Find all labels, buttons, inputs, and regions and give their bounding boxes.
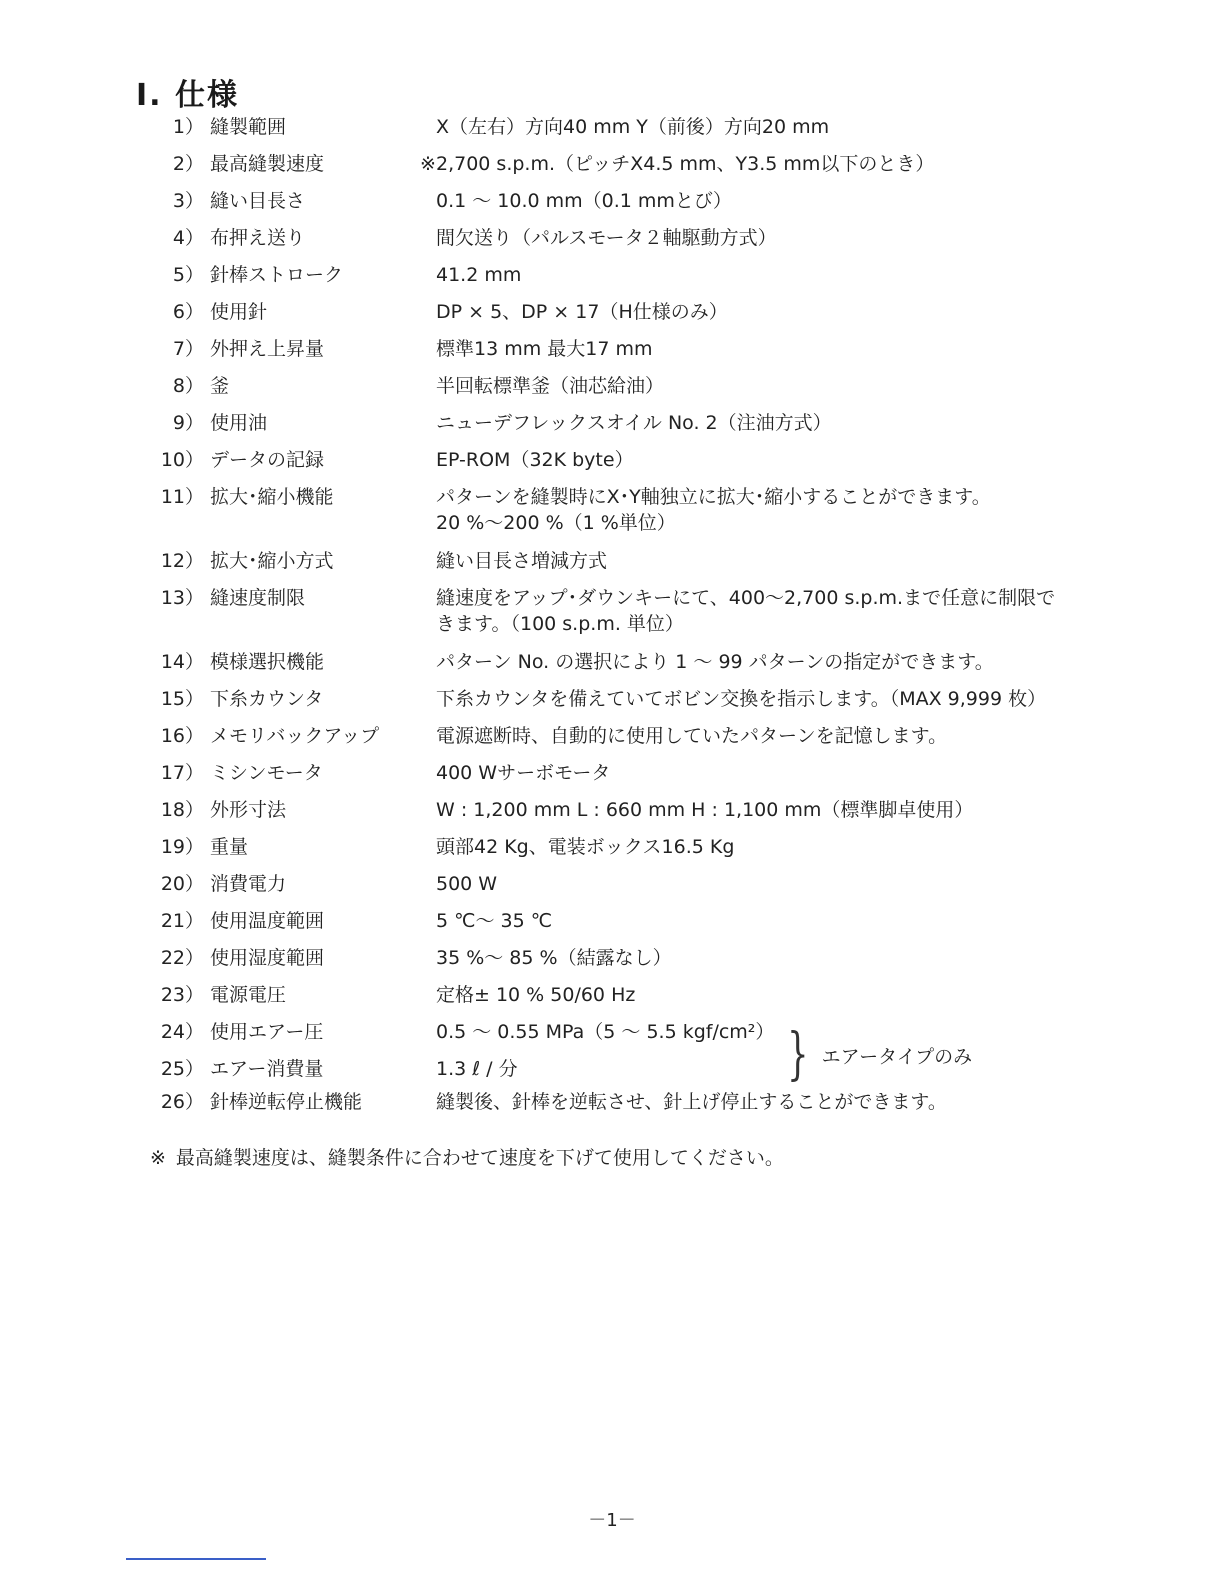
spec-value: X（左右）方向40 mm Y（前後）方向20 mm [436, 116, 830, 138]
spec-row [150, 760, 1110, 797]
spec-row [150, 945, 1110, 982]
spec-label: 布押え送り [210, 227, 306, 249]
spec-value: 0.5 ～ 0.55 MPa（5 ～ 5.5 kgf/cm²） [436, 1021, 775, 1043]
spec-number: 23） [160, 984, 204, 1006]
spec-value: 0.1 ～ 10.0 mm（0.1 mmとび） [436, 190, 732, 212]
spec-number: 1） [172, 116, 204, 138]
spec-label: 針棒逆転停止機能 [210, 1091, 363, 1113]
spec-value: DP × 5、DP × 17（H仕様のみ） [436, 301, 728, 323]
page-number: －1－ [588, 1510, 636, 1531]
scan-edge-line [126, 1558, 266, 1560]
spec-value: 500 W [436, 873, 498, 895]
spec-label: 縫速度制限 [210, 587, 306, 609]
spec-row [150, 686, 1110, 723]
spec-value: 1.3 ℓ / 分 [436, 1058, 518, 1080]
spec-value: 35 %～ 85 %（結露なし） [436, 947, 672, 969]
spec-row [150, 649, 1110, 686]
spec-row [150, 548, 1110, 585]
spec-value: 半回転標準釜（油芯給油） [436, 375, 665, 397]
spec-label: 重量 [210, 836, 249, 858]
spec-number: 26） [160, 1091, 204, 1113]
spec-number: 4） [172, 227, 204, 249]
spec-row [150, 410, 1110, 447]
spec-value: W : 1,200 mm L : 660 mm H : 1,100 mm（標準脚卓使用） [436, 799, 974, 821]
spec-row [150, 484, 1110, 548]
spec-number: 24） [160, 1021, 204, 1043]
spec-label: 使用エアー圧 [210, 1021, 324, 1043]
spec-number: 6） [172, 301, 204, 323]
spec-label: 消費電力 [210, 873, 287, 895]
spec-value: 標準13 mm 最大17 mm [436, 338, 653, 360]
spec-number: 8） [172, 375, 204, 397]
spec-value: 400 Wサーボモータ [436, 762, 611, 784]
spec-label: 電源電圧 [210, 984, 287, 1006]
spec-value: パターンを縫製時にX･Y軸独立に拡大･縮小することができます。 20 %～200 %（1 %単位） [436, 486, 991, 534]
spec-number: 18） [160, 799, 204, 821]
spec-label: ミシンモータ [210, 762, 323, 784]
spec-number: 17） [160, 762, 204, 784]
spec-label: 縫い目長さ [210, 190, 306, 212]
spec-value: 41.2 mm [436, 264, 522, 286]
spec-number: 12） [160, 550, 204, 572]
section-title: Ⅰ. 仕様 [136, 78, 240, 113]
spec-row [150, 447, 1110, 484]
spec-label: メモリバックアップ [210, 725, 380, 747]
spec-number: 7） [172, 338, 204, 360]
spec-number: 15） [160, 688, 204, 710]
spec-number: 2） [172, 153, 204, 175]
spec-row [150, 797, 1110, 834]
spec-number: 16） [160, 725, 204, 747]
spec-label: 縫製範囲 [210, 116, 287, 138]
spec-number: 5） [172, 264, 204, 286]
spec-row [150, 834, 1110, 871]
spec-row [150, 1089, 1110, 1126]
spec-row [150, 723, 1110, 760]
spec-value: EP-ROM（32K byte） [436, 449, 634, 471]
spec-number: 3） [172, 190, 204, 212]
footnote [150, 1143, 784, 1170]
air-type-note: エアータイプのみ [821, 1045, 973, 1068]
spec-mark: ※ [420, 153, 436, 175]
spec-row [150, 188, 1110, 225]
spec-number: 22） [160, 947, 204, 969]
spec-value: 下糸カウンタを備えていてボビン交換を指示します。（MAX 9,999 枚） [436, 688, 1047, 710]
spec-number: 11） [160, 486, 204, 508]
brace-mark: } [787, 1022, 809, 1087]
spec-label: 釜 [210, 375, 230, 397]
spec-label: 模様選択機能 [210, 651, 325, 673]
spec-label: 拡大･縮小方式 [210, 550, 334, 572]
spec-value: 間欠送り（パルスモータ２軸駆動方式） [436, 227, 777, 249]
spec-value: ニューデフレックスオイル No. 2（注油方式） [436, 412, 832, 434]
spec-value: 縫製後、針棒を逆転させ、針上げ停止することができます。 [436, 1091, 947, 1113]
footnote-mark: ※ [150, 1147, 166, 1169]
spec-row [150, 336, 1110, 373]
spec-value: 縫速度をアップ･ダウンキーにて、400～2,700 s.p.m.まで任意に制限で きます。（100 s.p.m. 単位） [436, 587, 1056, 635]
spec-row [150, 151, 1110, 188]
spec-number: 13） [160, 587, 204, 609]
spec-row [150, 114, 1110, 151]
spec-label: 針棒ストローク [210, 264, 344, 286]
spec-list [150, 114, 1110, 1126]
spec-number: 20） [160, 873, 204, 895]
spec-row [150, 871, 1110, 908]
spec-row [150, 585, 1110, 649]
spec-value: 頭部42 Kg、電装ボックス16.5 Kg [436, 836, 735, 858]
spec-value: 縫い目長さ増減方式 [436, 550, 608, 572]
spec-number: 9） [172, 412, 204, 434]
spec-label: エアー消費量 [210, 1058, 324, 1080]
spec-number: 19） [160, 836, 204, 858]
spec-value: 5 ℃～ 35 ℃ [436, 910, 553, 932]
spec-label: 外押え上昇量 [210, 338, 325, 360]
spec-row [150, 299, 1110, 336]
spec-label: 外形寸法 [210, 799, 287, 821]
spec-number: 14） [160, 651, 204, 673]
spec-row [150, 262, 1110, 299]
spec-label: 使用湿度範囲 [210, 947, 325, 969]
spec-value: パターン No. の選択により 1 ～ 99 パターンの指定ができます。 [436, 651, 994, 673]
air-type-bracket [780, 1024, 972, 1086]
spec-number: 21） [160, 910, 204, 932]
spec-value: 電源遮断時、自動的に使用していたパターンを記憶します。 [436, 725, 948, 747]
spec-value: 定格± 10 % 50/60 Hz [436, 984, 636, 1006]
spec-row [150, 908, 1110, 945]
spec-number: 10） [160, 449, 204, 471]
spec-row [150, 373, 1110, 410]
spec-label: 使用油 [210, 412, 268, 434]
spec-label: データの記録 [210, 449, 325, 471]
footnote-text: 最高縫製速度は、縫製条件に合わせて速度を下げて使用してください。 [175, 1147, 784, 1169]
spec-row [150, 982, 1110, 1019]
spec-label: 使用温度範囲 [210, 910, 325, 932]
spec-number: 25） [160, 1058, 204, 1080]
spec-label: 最高縫製速度 [210, 153, 325, 175]
spec-row [150, 225, 1110, 262]
spec-label: 使用針 [210, 301, 268, 323]
spec-label: 拡大･縮小機能 [210, 486, 334, 508]
spec-label: 下糸カウンタ [210, 688, 324, 710]
spec-value: 2,700 s.p.m.（ピッチX4.5 mm、Y3.5 mm以下のとき） [436, 153, 935, 175]
